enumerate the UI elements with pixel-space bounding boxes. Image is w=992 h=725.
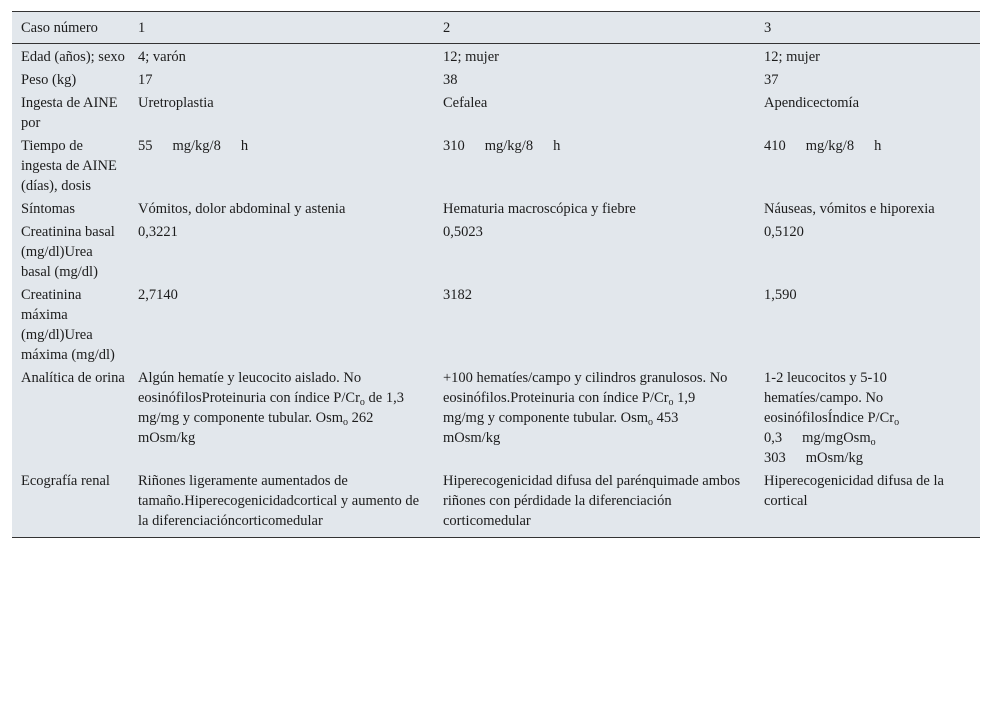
dose-hours: h (553, 138, 561, 154)
table-row-weight (12, 69, 980, 92)
row-label-age-sex: Edad (años); sexo (21, 49, 125, 65)
urinalysis-osm-unit: mOsm/kg (443, 430, 501, 446)
urinalysis-osm-unit: mOsm/kg (805, 450, 863, 466)
cell-age-sex-case-2: 12; mujer (443, 49, 499, 65)
urinalysis-osm-unit: mOsm/kg (138, 430, 196, 446)
dose-days: 410 (764, 138, 786, 154)
row-label-max-creatinine-urea: Creatinina máxima (mg/dl)Urea máxima (mg/dl) (21, 287, 115, 363)
cell-age-sex-case-1: 4; varón (138, 49, 186, 65)
table-row-symptoms (12, 198, 980, 221)
cell-ultrasound-case-3: Hiperecogenicidad difusa de la cortical (764, 473, 944, 509)
row-label-symptoms: Síntomas (21, 201, 75, 217)
row-label-baseline-creatinine-urea: Creatinina basal (mg/dl)Urea basal (mg/dl) (21, 224, 115, 280)
dose-days: 55 (138, 138, 153, 154)
subscript: o (648, 417, 653, 428)
table-row-nsaid-reason (12, 92, 980, 135)
cell-baseline-case-1: 0,3221 (138, 224, 178, 240)
cell-symptoms-case-2: Hematuria macroscópica y fiebre (443, 201, 636, 217)
dose-hours: h (240, 138, 249, 154)
cell-max-case-1: 2,7140 (138, 287, 178, 303)
dose-unit: mg/kg/8 (484, 138, 534, 154)
urinalysis-text: Algún hematíe y leucocito aislado. No eosinófilosProteinuria con índice P/Cr (138, 370, 362, 406)
table-header-row (12, 12, 980, 44)
urinalysis-text-2: mg/mgOsm (802, 430, 871, 446)
row-label-urinalysis: Analítica de orina (21, 370, 125, 386)
urinalysis-osm: 303 (764, 450, 786, 466)
cell-weight-case-1: 17 (138, 72, 153, 88)
urinalysis-ratio: de 1,3 (364, 390, 404, 406)
cell-max-case-2: 3182 (443, 287, 472, 303)
cell-symptoms-case-1: Vómitos, dolor abdominal y astenia (138, 201, 346, 217)
cell-age-sex-case-3: 12; mujer (764, 49, 820, 65)
cell-dose-case-2 (434, 135, 755, 198)
subscript: o (343, 417, 348, 428)
cell-urinalysis-case-3 (755, 367, 980, 470)
table-row-baseline-creatinine-urea (12, 221, 980, 284)
table-row-renal-ultrasound (12, 470, 980, 538)
dose-unit: mg/kg/8 (172, 138, 221, 154)
cell-nsaid-reason-case-2: Cefalea (443, 95, 488, 111)
row-label-renal-ultrasound: Ecografía renal (21, 473, 110, 489)
table-row-nsaid-duration-dose (12, 135, 980, 198)
urinalysis-osm: 262 (348, 410, 374, 426)
column-header-case-1: 1 (129, 12, 434, 44)
cell-weight-case-3: 37 (764, 72, 779, 88)
urinalysis-text-2: mg/mg y componente tubular. Osm (138, 410, 343, 426)
table-row-age-sex (12, 44, 980, 70)
column-header-case-3: 3 (755, 12, 980, 44)
cell-dose-case-3 (755, 135, 980, 198)
cell-nsaid-reason-case-3: Apendicectomía (764, 95, 860, 111)
cell-max-case-3: 1,590 (764, 287, 797, 303)
urinalysis-text: +100 hematíes/campo y cilindros granulosos. No eosinófilos.Proteinuria con índice P/Cr (443, 370, 728, 406)
urinalysis-text-2: mg/mg y componente tubular. Osm (443, 410, 648, 426)
column-header-case-number: Caso número (12, 12, 129, 44)
dose-days: 310 (443, 138, 465, 154)
dose-unit: mg/kg/8 (805, 138, 855, 154)
cell-ultrasound-case-1: Riñones ligeramente aumentados de tamaño.Hiperecogenicidadcortical y aumento de la diferenciacióncorticomedular (138, 473, 420, 529)
cell-baseline-case-3: 0,5120 (764, 224, 804, 240)
cell-weight-case-2: 38 (443, 72, 458, 88)
cell-symptoms-case-3: Náuseas, vómitos e hiporexia (764, 201, 935, 217)
column-header-case-2: 2 (434, 12, 755, 44)
subscript: o (668, 397, 674, 408)
subscript: o (894, 417, 900, 428)
urinalysis-text: 1-2 leucocitos y 5-10 hematíes/campo. No eosinófilosÍndice P/Cr (764, 370, 895, 426)
cell-dose-case-1 (129, 135, 434, 198)
row-label-weight: Peso (kg) (21, 72, 77, 88)
dose-hours: h (874, 138, 882, 154)
cell-ultrasound-case-2: Hiperecogenicidad difusa del parénquimade ambos riñones con pérdidade la diferenciación corticomedular (443, 473, 741, 529)
subscript: o (359, 397, 365, 408)
cell-urinalysis-case-1 (129, 367, 434, 470)
cell-nsaid-reason-case-1: Uretroplastia (138, 95, 214, 111)
table-row-urinalysis (12, 367, 980, 470)
cell-urinalysis-case-2 (434, 367, 755, 470)
cell-baseline-case-2: 0,5023 (443, 224, 483, 240)
table-container (12, 11, 980, 538)
subscript: o (870, 437, 876, 448)
cases-table (12, 11, 980, 538)
urinalysis-ratio: 1,9 (673, 390, 696, 406)
row-label-nsaid-reason: Ingesta de AINE por (21, 95, 118, 131)
row-label-nsaid-duration-dose: Tiempo de ingesta de AINE (días), dosis (21, 138, 117, 194)
urinalysis-ratio: 0,3 (764, 430, 783, 446)
urinalysis-osm: 453 (653, 410, 679, 426)
table-row-max-creatinine-urea (12, 284, 980, 367)
